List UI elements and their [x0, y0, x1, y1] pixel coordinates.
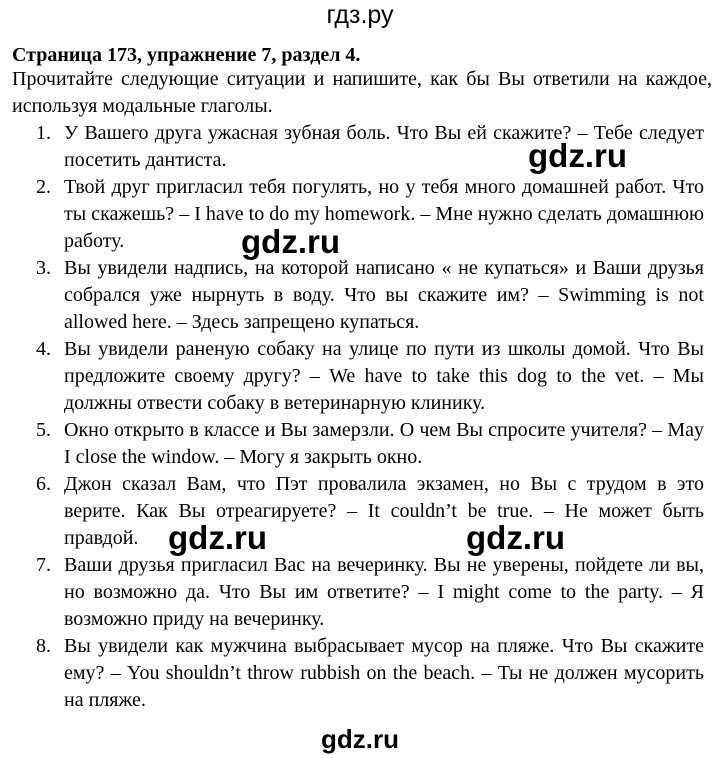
item-text: Твой друг пригласил тебя погулять, но у тебя много домашней работ. Что ты скажешь? – I have to do my homework. – Мне нужно сделать домашнюю работу.: [64, 176, 704, 252]
item-text: Джон сказал Вам, что Пэт провалила экзамен, но Вы с трудом в это верите. Как Вы отреагируете? – It couldn’t be true. – Не может быть правдой.: [64, 473, 704, 549]
list-item: [0, 552, 720, 633]
item-text: Ваши друзья пригласил Вас на вечеринку. Вы не уверены, пойдете ли вы, но возможно да. Что Вы им ответите? – I might come to the party. – Я возможно приду на вечеринку.: [64, 554, 704, 630]
site-header: гдз.ру: [326, 1, 394, 29]
item-text: Вы увидели раненую собаку на улице по пути из школы домой. Что Вы предложите своему другу? – We have to take this dog to the vet. – Мы должны отвести собаку в ветеринарную клинику.: [64, 338, 704, 414]
watermark: gdz.ru: [241, 223, 340, 260]
list-item: [0, 336, 720, 417]
item-number: 1.: [36, 122, 51, 144]
watermark: gdz.ru: [466, 519, 565, 556]
item-number: 2.: [36, 176, 51, 198]
list-item: [0, 255, 720, 336]
item-text: Окно открыто в классе и Вы замерзли. О чем Вы спросите учителя? – May I close the window. – Могу я закрыть окно.: [64, 419, 704, 468]
answers-list: [0, 120, 720, 714]
item-text: Вы увидели как мужчина выбрасывает мусор на пляже. Что Вы скажите ему? – You shouldn’t throw rubbish on the beach. – Ты не должен мусорить на пляже.: [64, 635, 704, 711]
item-number: 5.: [36, 419, 51, 441]
list-item: [0, 417, 720, 471]
list-item: [0, 633, 720, 714]
list-item: [0, 174, 720, 255]
footer-watermark: gdz.ru: [321, 724, 399, 754]
item-text: У Вашего друга ужасная зубная боль. Что Вы ей скажите? – Тебе следует посетить дантиста.: [64, 122, 704, 171]
watermark: gdz.ru: [168, 519, 267, 556]
item-text: Вы увидели надпись, на которой написано « не купаться» и Ваши друзья собрался уже нырнуть в воду. Что вы скажите им? – Swimming is not allowed here. – Здесь запрещено купаться.: [64, 257, 704, 333]
item-number: 4.: [36, 338, 51, 360]
list-item: [0, 471, 720, 552]
exercise-title: Страница 173, упражнение 7, раздел 4.: [12, 44, 361, 66]
item-number: 6.: [36, 473, 51, 495]
exercise-instructions: Прочитайте следующие ситуации и напишите, как бы Вы ответили на каждое, используя модальные глаголы.: [12, 68, 712, 117]
item-number: 8.: [36, 635, 51, 657]
item-number: 7.: [36, 554, 51, 576]
watermark: gdz.ru: [528, 137, 627, 174]
item-number: 3.: [36, 257, 51, 279]
